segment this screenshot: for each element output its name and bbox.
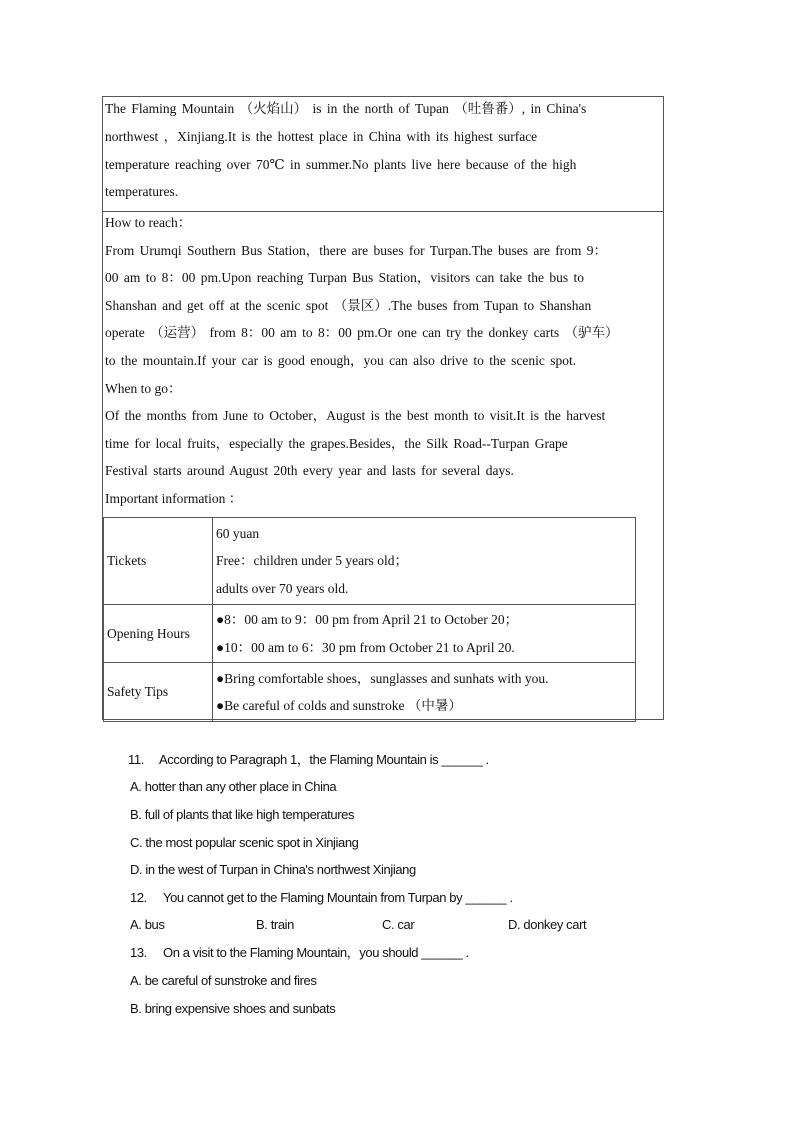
question-stem: According to Paragraph 1，the Flaming Mountain is ______ . bbox=[159, 752, 489, 767]
section-heading-how-to-reach: How to reach： bbox=[105, 215, 192, 230]
option-d[interactable]: D. donkey cart bbox=[508, 917, 587, 932]
option-c[interactable]: C. car bbox=[382, 917, 415, 932]
option-b[interactable]: B. train bbox=[256, 917, 294, 932]
table-row bbox=[104, 605, 636, 663]
option-b[interactable]: B. full of plants that like high temperatures bbox=[130, 807, 355, 822]
passage-frame bbox=[102, 96, 664, 720]
row-content bbox=[213, 663, 636, 722]
intro-line: The Flaming Mountain （火焰山） is in the north of Tupan （吐鲁番）, in China's bbox=[105, 101, 587, 116]
intro-section bbox=[103, 97, 663, 212]
row-content bbox=[213, 605, 636, 663]
cell-line: Free：children under 5 years old； bbox=[216, 553, 408, 569]
option-c[interactable]: C. the most popular scenic spot in Xinjiang bbox=[130, 835, 359, 850]
row-label: Tickets bbox=[104, 518, 213, 605]
body-line: time for local fruits，especially the grapes.Besides，the Silk Road--Turpan Grape bbox=[105, 436, 568, 451]
cell-line: ●Bring comfortable shoes，sunglasses and sunhats with you. bbox=[216, 670, 549, 686]
option-a[interactable]: A. bus bbox=[130, 917, 165, 932]
row-label: Safety Tips bbox=[104, 663, 213, 722]
question-number: 11. bbox=[128, 752, 144, 767]
body-line: to the mountain.If your car is good enough，you can also drive to the scenic spot. bbox=[105, 353, 577, 368]
row-label: Opening Hours bbox=[104, 605, 213, 663]
intro-line: northwest ，Xinjiang.It is the hottest place in China with its highest surface bbox=[105, 129, 538, 144]
question-stem: You cannot get to the Flaming Mountain from Turpan by ______ . bbox=[163, 890, 513, 905]
info-table bbox=[103, 517, 636, 722]
row-content bbox=[213, 518, 636, 605]
cell-line: adults over 70 years old. bbox=[216, 580, 349, 596]
table-row bbox=[104, 663, 636, 722]
body-line: From Urumqi Southern Bus Station，there are buses for Turpan.The buses are from 9： bbox=[105, 243, 608, 258]
body-line: Of the months from June to October，August is the best month to visit.It is the harvest bbox=[105, 408, 606, 423]
body-line: operate （运营） from 8：00 am to 8：00 pm.Or one can try the donkey carts （驴车） bbox=[105, 325, 619, 340]
intro-line: temperature reaching over 70℃ in summer.No plants live here because of the high bbox=[105, 157, 577, 172]
cell-line: ●8：00 am to 9：00 pm from April 21 to October 20； bbox=[216, 612, 519, 627]
table-row bbox=[104, 518, 636, 605]
question-number: 13. bbox=[130, 945, 147, 960]
option-a[interactable]: A. be careful of sunstroke and fires bbox=[130, 973, 317, 988]
cell-line: ●10：00 am to 6：30 pm from October 21 to April 20. bbox=[216, 639, 515, 655]
cell-line: ●Be careful of colds and sunstroke （中暑） bbox=[216, 698, 462, 713]
question-stem: On a visit to the Flaming Mountain，you should ______ . bbox=[163, 945, 469, 960]
question-number: 12. bbox=[130, 890, 147, 905]
body-line: Festival starts around August 20th every year and lasts for several days. bbox=[105, 463, 514, 478]
cell-line: 60 yuan bbox=[216, 525, 260, 541]
body-line: 00 am to 8：00 pm.Upon reaching Turpan Bus Station，visitors can take the bus to bbox=[105, 270, 584, 285]
body-line: Shanshan and get off at the scenic spot （景区）.The buses from Tupan to Shanshan bbox=[105, 298, 592, 313]
option-b[interactable]: B. bring expensive shoes and sunbats bbox=[130, 1001, 336, 1016]
option-d[interactable]: D. in the west of Turpan in China's northwest Xinjiang bbox=[130, 862, 416, 877]
section-heading-when-to-go: When to go： bbox=[105, 381, 182, 396]
section-heading-important-information: Important information ： bbox=[105, 491, 243, 506]
intro-line: temperatures. bbox=[105, 184, 179, 199]
option-a[interactable]: A. hotter than any other place in China bbox=[130, 779, 337, 794]
